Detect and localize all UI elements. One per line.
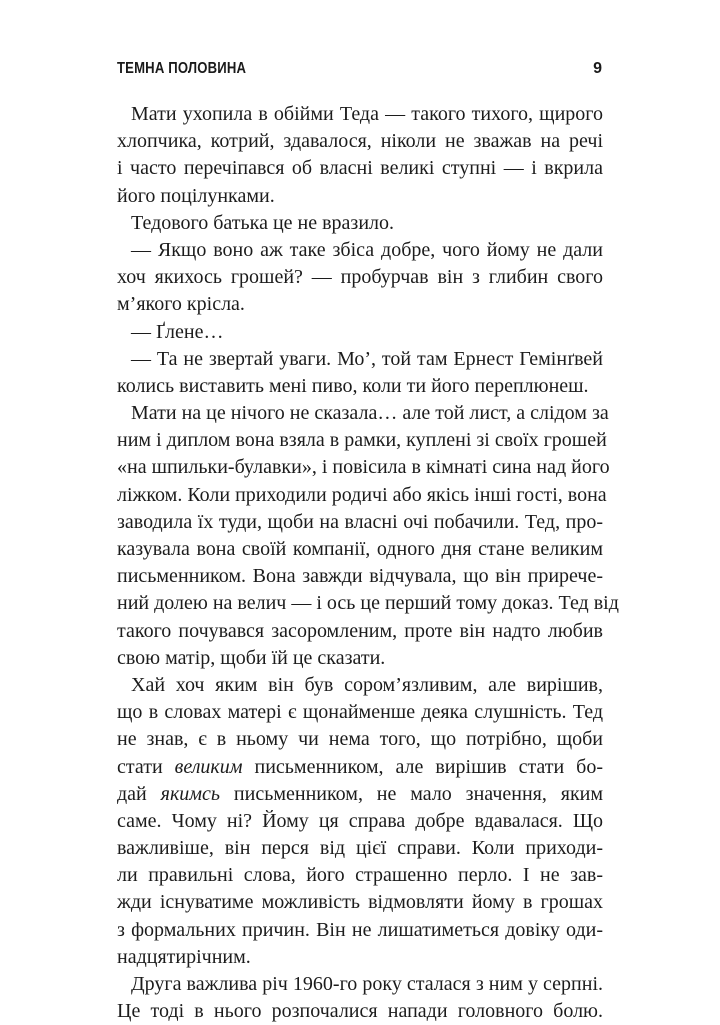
text-line: ним і диплом вона взяла в рамки, куплені зі своїх грошей (117, 429, 607, 452)
running-title: ТЕМНА ПОЛОВИНА (117, 60, 247, 77)
text-line: і часто перечіпався об власні великі ступні — і вкрила (117, 157, 603, 180)
text-line: ний долею на велич — і ось це перший тому доказ. Тед від (117, 592, 619, 615)
text-line: його поцілунками. (117, 184, 275, 207)
text-line: ліжком. Коли приходили родичі або якісь інші гості, вона (117, 483, 607, 506)
text-line: — Якщо воно аж таке збіса добре, чого йому не дали (131, 238, 603, 261)
text-line: з формальних причин. Він не лишатиметься довіку оди- (117, 918, 603, 941)
text-line: свою матір, щоби їй це сказати. (117, 646, 386, 669)
emphasized-word: великим (174, 755, 243, 778)
text-segment: письменником, але вирішив стати бо- (254, 755, 604, 778)
text-line: Тедового батька це не вразило. (131, 211, 395, 234)
text-line: «на шпильки-булавки», і повісила в кімнаті сина над його (117, 456, 610, 479)
text-line: саме. Чому ні? Йому ця справа добре вдавалася. Що (117, 809, 603, 832)
text-line: жди існуватиме можливість відмовляти йому в грошах (117, 891, 603, 914)
page-number: 9 (593, 60, 602, 77)
text-line: Друга важлива річ 1960-го року сталася з ним у серпні. (131, 973, 603, 995)
text-line: ли правильні слова, його страшенно перло. І не зав- (117, 864, 603, 887)
emphasized-word: якимсь (160, 782, 221, 805)
text-line: Хай хоч яким він був сором’язливим, але вирішив, (131, 673, 603, 696)
text-line: хлопчика, котрий, здавалося, ніколи не зважав на речі (117, 130, 603, 153)
text-segment: стати (117, 755, 163, 778)
text-line (117, 781, 603, 808)
text-line: такого почувався засоромленим, проте він надто любив (117, 619, 603, 642)
body-text (117, 101, 619, 1025)
text-line: м’якого крісла. (117, 293, 245, 316)
text-line: Мати на це нічого не сказала… але той лист, а слідом за (131, 402, 609, 425)
text-line: не знав, є в ньому чи нема того, що потрібно, щоби (117, 728, 603, 751)
text-line: Мати ухопила в обійми Теда — такого тихого, щирого (131, 103, 603, 125)
text-line: важливіше, він перся від цієї справи. Коли приходи- (117, 837, 603, 860)
text-line: — Ґлене… (131, 320, 224, 343)
text-segment: дай (117, 782, 147, 805)
text-line: хоч якихось грошей? — пробурчав він з глибин свого (117, 266, 603, 289)
page-header (117, 60, 602, 84)
text-line: заводила їх туди, щоби на власні очі побачили. Тед, про- (117, 510, 603, 533)
text-line: колись виставить мені пиво, коли ти його переплюнеш. (117, 374, 589, 397)
text-line: що в словах матері є щонайменше деяка слушність. Тед (117, 701, 603, 724)
text-segment: письменником, не мало значення, яким (233, 782, 604, 805)
text-line: Це тоді в нього розпочалися напади головного болю. (117, 1000, 603, 1023)
text-line: надцятирічним. (117, 945, 251, 968)
text-line (117, 754, 603, 781)
text-line: — Та не звертай уваги. Мо’, той там Ернест Гемінґвей (131, 347, 603, 370)
text-line: письменником. Вона завжди відчувала, що він прирече- (117, 565, 603, 588)
text-line: казувала вона своїй компанії, одного дня стане великим (117, 538, 603, 560)
